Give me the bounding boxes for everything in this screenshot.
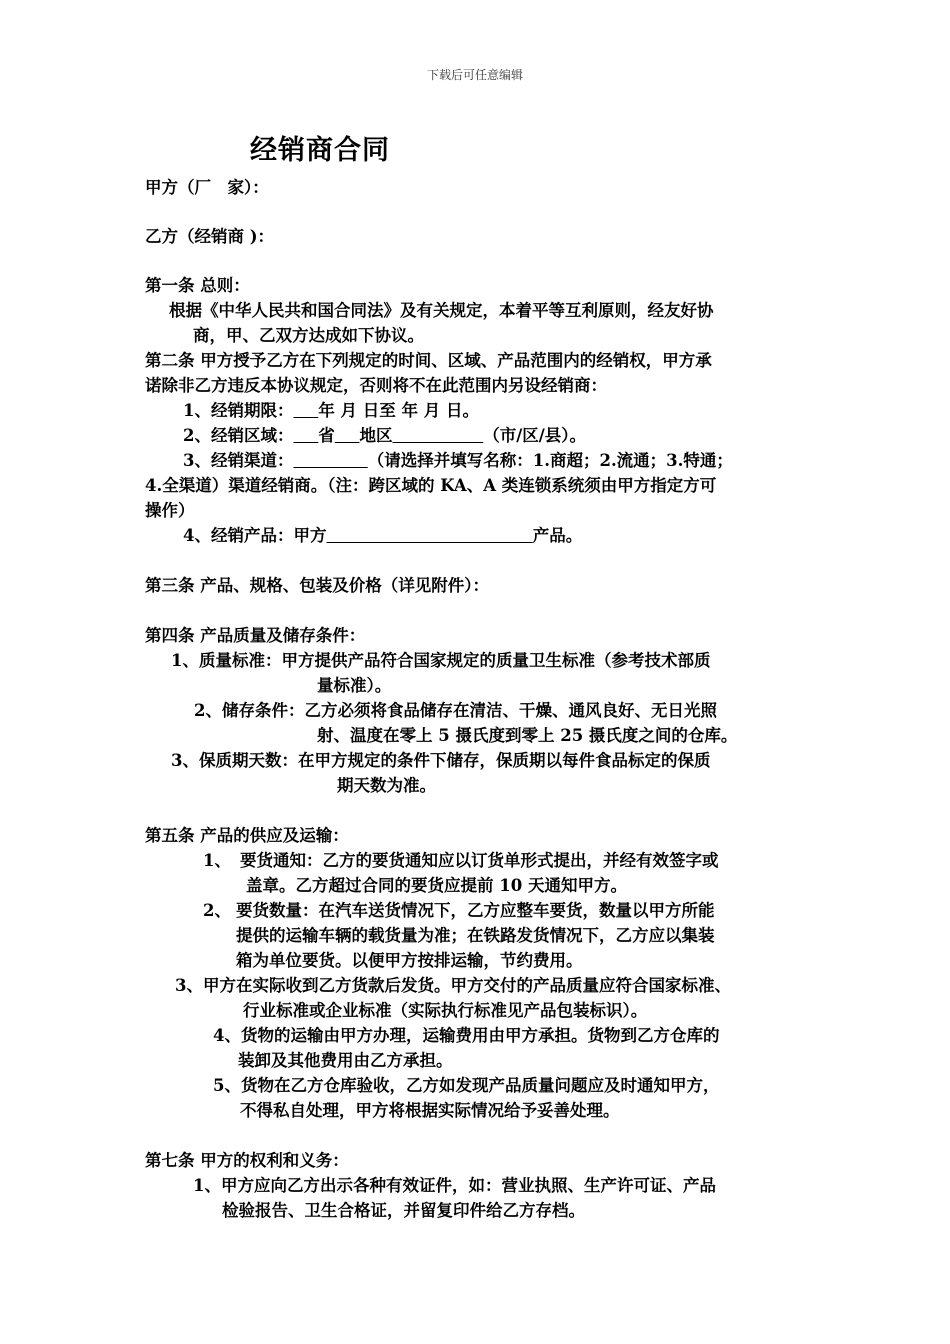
article-5-item: 行业标准或企业标准（实际执行标准见产品包装标识）。 xyxy=(243,1001,648,1020)
article-1-heading: 第一条 总则： xyxy=(145,276,250,295)
article-2-item-product xyxy=(183,524,582,548)
item-product-label: 4、经销产品：甲方 xyxy=(183,526,327,545)
item-term-dates: 年 月 日至 年 月 日。 xyxy=(318,401,479,420)
article-5-item: 盖章。乙方超过合同的要货应提前 10 天通知甲方。 xyxy=(246,876,627,895)
article-5-item: 要货通知：乙方的要货通知应以订货单形式提出，并经有效签字或 xyxy=(240,851,719,870)
article-4-item: 3、保质期天数：在甲方规定的条件下储存，保质期以每件食品标定的保质 xyxy=(171,751,711,770)
item-term-label: 1、经销期限： xyxy=(183,401,294,420)
article-5-item: 提供的运输车辆的载货量为准；在铁路发货情况下，乙方应以集装 xyxy=(236,926,715,945)
item-product-suffix: 产品。 xyxy=(532,526,583,545)
item-region-province: 省 xyxy=(318,426,335,445)
party-a-line: 甲方（厂 家）： xyxy=(145,178,269,197)
article-5-item: 装卸及其他费用由乙方承担。 xyxy=(238,1051,453,1070)
item-channel-label: 3、经销渠道： xyxy=(183,451,294,470)
article-5-item: 箱为单位要货。以便甲方按排运输，节约费用。 xyxy=(236,951,583,970)
item-channel-options: （请选择并填写名称：1.商超；2.流通；3.特通； xyxy=(367,451,733,470)
article-4-heading: 第四条 产品质量及储存条件： xyxy=(145,626,366,645)
party-b-line: 乙方（经销商 )： xyxy=(145,227,275,246)
article-2-item-channel-cont: 4.全渠道）渠道经销商。（注：跨区域的 KA、A 类连锁系统须由甲方指定方可 xyxy=(145,476,717,495)
item-region-district: 地区 xyxy=(359,426,393,445)
article-4-item: 期天数为准。 xyxy=(337,776,436,795)
document-title: 经销商合同 xyxy=(250,135,390,166)
article-5-item: 不得私自处理，甲方将根据实际情况给予妥善处理。 xyxy=(240,1101,620,1120)
item-region-label: 2、经销区域： xyxy=(183,426,294,445)
article-2-text: 第二条 甲方授予乙方在下列规定的时间、区域、产品范围内的经销权，甲方承 xyxy=(145,351,712,370)
article-5-item: 3、甲方在实际收到乙方货款后发货。甲方交付的产品质量应符合国家标准、 xyxy=(175,976,731,995)
article-5-item: 要货数量：在汽车送货情况下，乙方应整车要货，数量以甲方所能 xyxy=(236,901,715,920)
article-2-item-channel xyxy=(183,449,733,473)
article-7-heading: 第七条 甲方的权利和义务： xyxy=(145,1151,349,1170)
article-1-text: 根据《中华人民共和国合同法》及有关规定，本着平等互利原则，经友好协 xyxy=(169,301,714,320)
article-7-item: 1、甲方应向乙方出示各种有效证件，如：营业执照、生产许可证、产品 xyxy=(193,1176,716,1195)
header-note: 下载后可任意编辑 xyxy=(426,68,523,82)
article-4-item: 射、温度在零上 5 摄氏度到零上 25 摄氏度之间的仓库。 xyxy=(317,726,738,745)
article-5-item: 5、货物在乙方仓库验收，乙方如发现产品质量问题应及时通知甲方， xyxy=(213,1076,720,1095)
article-3-heading: 第三条 产品、规格、包装及价格（详见附件）： xyxy=(145,576,489,595)
article-4-item: 2、储存条件：乙方必须将食品储存在清洁、干燥、通风良好、无日光照 xyxy=(194,701,717,720)
article-2-text: 诺除非乙方违反本协议规定，否则将不在此范围内另设经销商： xyxy=(145,376,607,395)
article-5-item: 4、货物的运输由甲方办理，运输费用由甲方承担。货物到乙方仓库的 xyxy=(213,1026,720,1045)
article-2-item-region xyxy=(183,424,586,448)
article-5-heading: 第五条 产品的供应及运输： xyxy=(145,826,349,845)
article-4-item: 1、质量标准：甲方提供产品符合国家规定的质量卫生标准（参考技术部质 xyxy=(171,651,711,670)
article-2-item-channel-cont: 操作） xyxy=(145,501,195,520)
item-region-suffix: （市/区/县）。 xyxy=(483,426,587,445)
article-7-item: 检验报告、卫生合格证，并留复印件给乙方存档。 xyxy=(222,1201,585,1220)
article-4-item: 量标准）。 xyxy=(317,676,392,695)
article-5-item-number: 2、 xyxy=(203,901,231,920)
article-1-text: 商，甲、乙双方达成如下协议。 xyxy=(193,326,424,345)
article-2-item-term xyxy=(183,399,479,423)
article-5-item-number: 1、 xyxy=(203,851,231,870)
